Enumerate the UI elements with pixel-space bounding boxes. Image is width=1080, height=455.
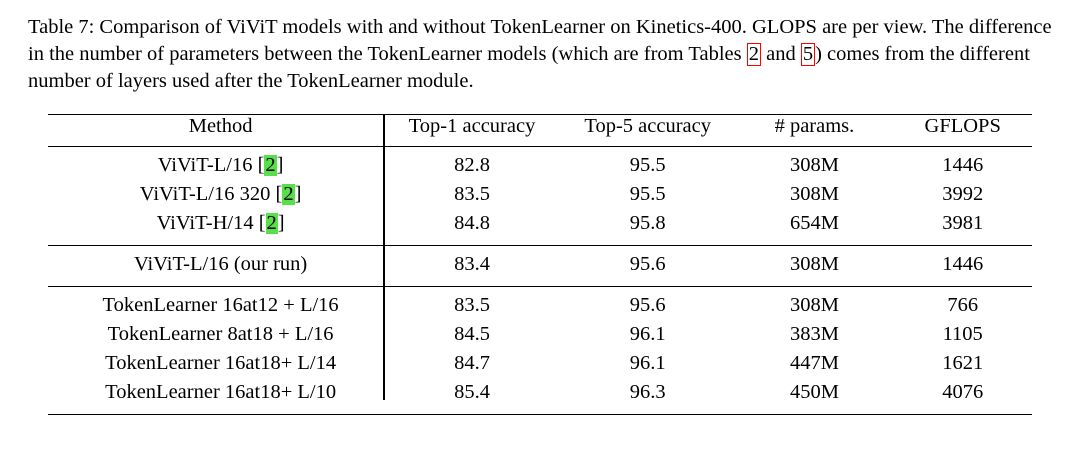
table-caption <box>28 14 1060 95</box>
cell-gflops: 1446 <box>942 253 984 275</box>
method-label: ViViT-L/16 (our run) <box>133 253 308 275</box>
citation-ref-5[interactable]: 5 <box>802 43 814 65</box>
cell-gflops: 3981 <box>942 212 984 234</box>
cell-top1: 83.4 <box>454 253 490 275</box>
method-label: ViViT-H/14 [ <box>156 212 266 234</box>
cell-params: 654M <box>789 212 839 234</box>
method-label-tail: ] <box>277 212 285 234</box>
citation-ref-2[interactable]: 2 <box>265 154 276 176</box>
method-label: TokenLearner 16at18+ L/14 <box>105 352 337 374</box>
cell-top1: 85.4 <box>454 381 490 403</box>
cell-gflops: 1621 <box>942 352 984 374</box>
method-label: ViViT-L/16 320 [ <box>139 183 283 205</box>
caption-prefix: Table 7: Comparison of ViViT models with and without TokenLearner on Kinetics-400. GLOPS are per view. The difference in the number of parameters between the TokenLearner models (which are from Tables <box>28 16 1052 65</box>
method-label: ViViT-L/16 [ <box>157 154 265 176</box>
method-label-tail: ] <box>276 154 284 176</box>
column-header-top1: Top-1 accuracy <box>408 115 536 137</box>
cell-params: 308M <box>789 154 839 176</box>
table-row <box>48 379 1032 414</box>
vertical-separator <box>383 115 384 400</box>
cell-top1: 84.5 <box>454 323 490 345</box>
cell-method <box>48 379 383 414</box>
cell-top1: 83.5 <box>454 183 490 205</box>
caption-mid: and <box>760 43 801 65</box>
cell-top5: 95.5 <box>629 183 666 205</box>
cell-top1: 84.8 <box>454 212 490 234</box>
cell-params: 308M <box>789 183 839 205</box>
cell-gflops: 3992 <box>942 183 984 205</box>
cell-top5: 95.6 <box>629 253 666 275</box>
cell-top5: 95.5 <box>629 154 666 176</box>
cell-params: 450M <box>789 381 839 403</box>
table-row <box>48 181 1032 210</box>
cell-top1: 82.8 <box>454 154 490 176</box>
cell-gflops: 1105 <box>942 323 983 345</box>
column-header-params: # params. <box>774 115 855 137</box>
table-row <box>48 287 1032 321</box>
cell-method <box>48 321 383 350</box>
column-header-top5: Top-5 accuracy <box>584 115 711 137</box>
cell-params: 383M <box>789 323 839 345</box>
header-vertical-rule <box>383 115 384 146</box>
cell-top5: 95.8 <box>629 212 666 234</box>
table-rule-bottom <box>48 414 1032 415</box>
cell-top1: 83.5 <box>454 294 490 316</box>
table-header-row <box>48 115 1032 146</box>
cell-top5: 96.1 <box>629 352 666 374</box>
cell-params: 308M <box>789 253 839 275</box>
caption-suffix: ) comes from the different number of layers used after the TokenLearner module. <box>28 43 1030 92</box>
table-row <box>48 246 1032 286</box>
citation-ref-2[interactable]: 2 <box>748 43 759 65</box>
table-row <box>48 321 1032 350</box>
method-label: TokenLearner 8at18 + L/16 <box>107 323 334 345</box>
cell-method <box>48 181 383 210</box>
cell-params: 308M <box>789 294 839 316</box>
cell-params: 447M <box>789 352 839 374</box>
cell-top5: 96.1 <box>629 323 666 345</box>
table-row <box>48 350 1032 379</box>
cell-top1: 84.7 <box>454 352 490 374</box>
method-label-tail: ] <box>294 183 302 205</box>
cell-gflops: 4076 <box>942 381 984 403</box>
table-row <box>48 147 1032 181</box>
method-label: TokenLearner 16at12 + L/16 <box>102 294 339 316</box>
cell-method <box>48 147 383 181</box>
cell-top5: 95.6 <box>629 294 666 316</box>
column-header-gflops: GFLOPS <box>924 115 1001 137</box>
citation-ref-2[interactable]: 2 <box>266 212 277 234</box>
cell-top5: 96.3 <box>629 381 666 403</box>
column-header-method: Method <box>188 115 253 137</box>
cell-method <box>48 210 383 245</box>
results-table <box>48 114 1032 415</box>
method-label: TokenLearner 16at18+ L/10 <box>105 381 337 403</box>
cell-gflops: 1446 <box>942 154 984 176</box>
cell-method <box>48 350 383 379</box>
citation-ref-2[interactable]: 2 <box>283 183 294 205</box>
cell-method <box>48 246 383 286</box>
cell-gflops: 766 <box>947 294 979 316</box>
cell-method <box>48 287 383 321</box>
table-row <box>48 210 1032 245</box>
